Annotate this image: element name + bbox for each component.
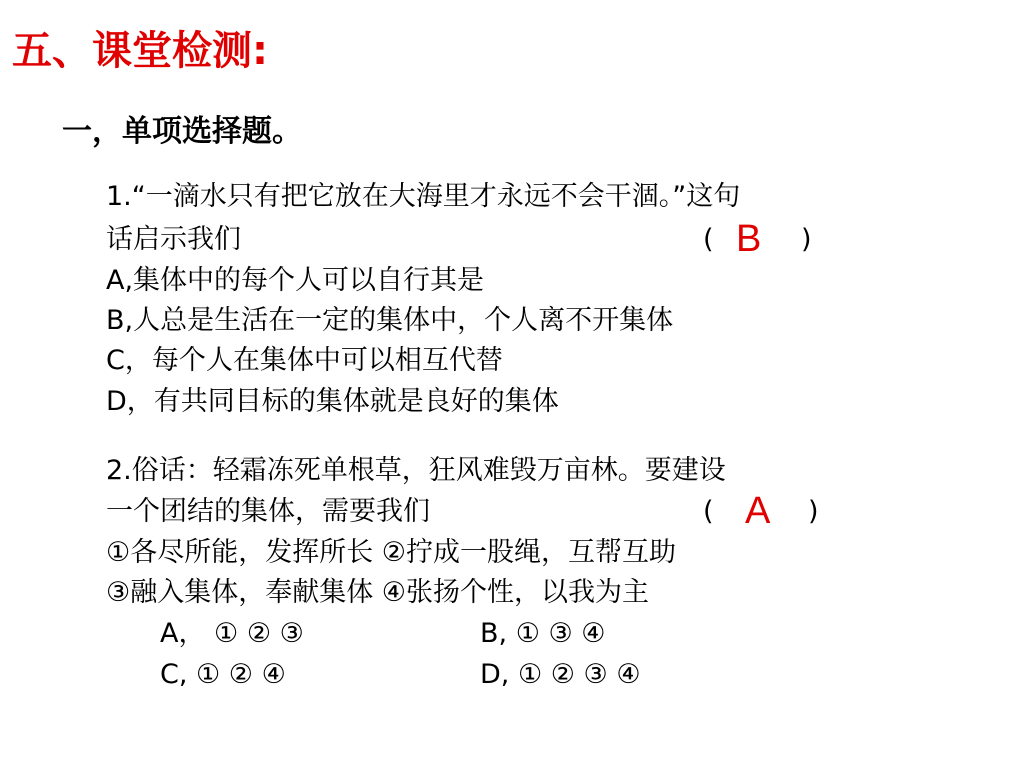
section-heading: 一，单项选择题。 <box>62 114 302 149</box>
question-2-stem-line-2: 一个团结的集体，需要我们 <box>106 496 430 527</box>
question-2-choice-c: C, ① ② ④ <box>160 659 286 690</box>
question-2-paren-open: ( <box>703 496 714 527</box>
question-1-paren-close: ) <box>801 224 812 255</box>
question-1-option-d: D，有共同目标的集体就是良好的集体 <box>106 386 559 417</box>
question-1-stem-line-2: 话启示我们 <box>106 224 241 255</box>
question-1-paren-open: ( <box>703 224 714 255</box>
question-1-option-c: C，每个人在集体中可以相互代替 <box>106 345 503 376</box>
question-1-option-a: A,集体中的每个人可以自行其是 <box>106 265 485 296</box>
question-2-choice-d: D, ① ② ③ ④ <box>480 659 641 690</box>
question-2-statements-line-1: ①各尽所能，发挥所长 ②拧成一股绳，互帮互助 <box>106 537 676 568</box>
question-1-answer: B <box>736 218 762 260</box>
slide-title: 五、课堂检测: <box>12 28 268 74</box>
question-2-choice-b: B, ① ③ ④ <box>480 618 606 649</box>
question-1-option-b: B,人总是生活在一定的集体中，个人离不开集体 <box>106 305 674 336</box>
question-2-answer: A <box>745 490 771 532</box>
question-1-stem-line-1: 1.“一滴水只有把它放在大海里才永远不会干涸。”这句 <box>106 181 741 212</box>
question-2-stem-line-1: 2.俗话：轻霜冻死单根草，狂风难毁万亩林。要建设 <box>106 455 726 486</box>
question-2-paren-close: ) <box>808 496 819 527</box>
question-2-statements-line-2: ③融入集体，奉献集体 ④张扬个性，以我为主 <box>106 577 649 608</box>
question-2-choice-a: A， ① ② ③ <box>160 618 304 649</box>
